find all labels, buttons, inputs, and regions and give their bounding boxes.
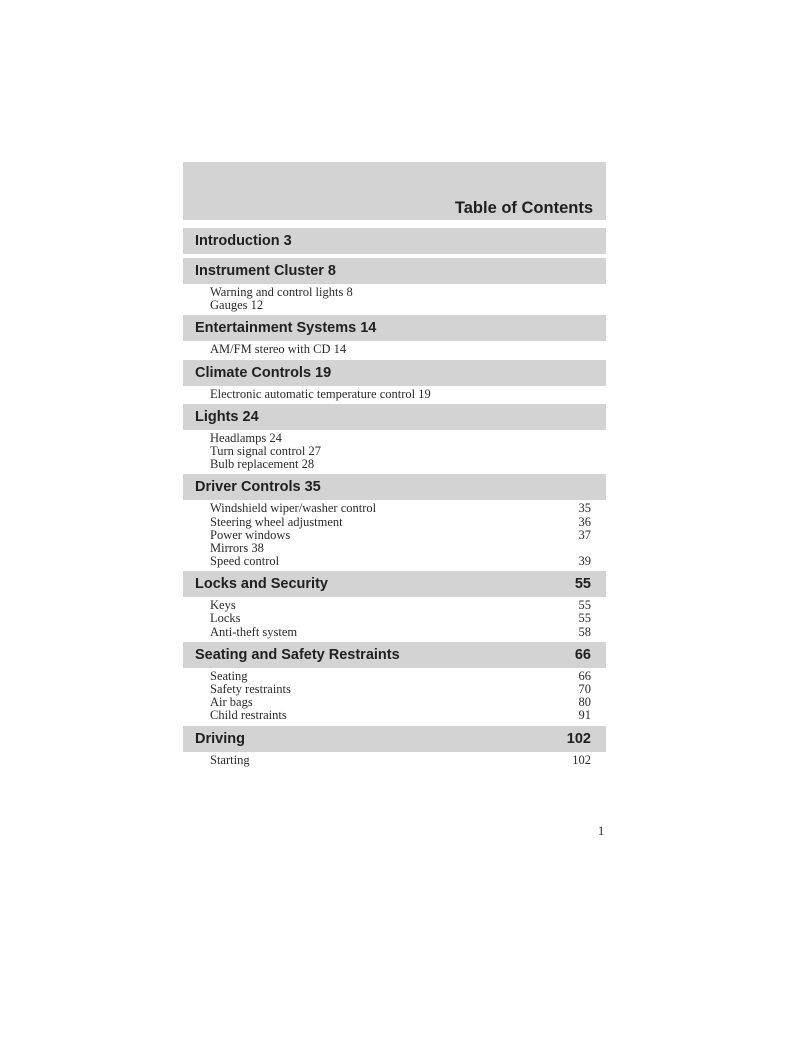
section-page: 66 xyxy=(574,646,591,663)
section-heading[interactable] xyxy=(183,571,606,597)
entry-label: Starting xyxy=(210,752,250,767)
section-items xyxy=(183,597,606,642)
toc-entry[interactable] xyxy=(210,502,591,515)
entry-page: 35 xyxy=(578,501,591,516)
section-items xyxy=(183,284,606,315)
entry-page: 36 xyxy=(578,514,591,529)
toc-section xyxy=(183,474,606,571)
entry-label: Seating xyxy=(210,668,248,683)
section-title: Locks and Security xyxy=(195,576,328,593)
section-title: Instrument Cluster 8 xyxy=(195,263,336,279)
section-page: 55 xyxy=(574,576,591,593)
section-heading[interactable] xyxy=(183,474,606,500)
section-title: Introduction 3 xyxy=(195,233,292,249)
section-title: Entertainment Systems 14 xyxy=(195,320,377,337)
section-items xyxy=(183,430,606,475)
page-number: 1 xyxy=(598,824,605,838)
entry-label: Child restraints xyxy=(210,708,287,723)
entry-label: Steering wheel adjustment xyxy=(210,514,343,529)
entry-page: 91 xyxy=(578,708,591,723)
entry-label: Speed control xyxy=(210,554,280,569)
section-title: Lights 24 xyxy=(195,408,259,425)
section-title: Seating and Safety Restraints xyxy=(195,646,400,663)
entry-label: Warning and control lights 8 xyxy=(210,285,353,299)
section-items xyxy=(183,668,606,726)
toc-section xyxy=(183,315,606,359)
entry-page: 66 xyxy=(578,668,591,683)
section-items xyxy=(183,752,606,770)
section-title: Driver Controls 35 xyxy=(195,479,321,496)
toc-entry[interactable] xyxy=(210,388,591,401)
section-heading[interactable] xyxy=(183,258,606,284)
toc-section xyxy=(183,228,606,258)
toc-section xyxy=(183,258,606,315)
section-items xyxy=(183,341,606,359)
entry-page: 80 xyxy=(578,695,591,710)
entry-page: 102 xyxy=(572,752,591,767)
toc-entry[interactable] xyxy=(210,432,591,445)
entry-label: Turn signal control 27 xyxy=(210,443,321,458)
entry-label: Mirrors 38 xyxy=(210,540,264,555)
section-items xyxy=(183,500,606,571)
entry-label: Air bags xyxy=(210,695,253,710)
entry-label: Windshield wiper/washer control xyxy=(210,501,377,516)
toc-entry[interactable] xyxy=(210,516,591,529)
entry-page: 55 xyxy=(578,598,591,613)
section-title: Driving xyxy=(195,730,245,747)
toc-entry[interactable] xyxy=(210,612,591,625)
entry-label: Electronic automatic temperature control 19 xyxy=(210,386,431,401)
entry-label: Bulb replacement 28 xyxy=(210,457,315,472)
toc-body xyxy=(183,228,606,770)
section-heading[interactable] xyxy=(183,404,606,430)
entry-page: 55 xyxy=(578,611,591,626)
page-title: Table of Contents xyxy=(454,199,593,217)
toc-entry[interactable] xyxy=(210,555,591,568)
toc-entry[interactable] xyxy=(210,343,591,356)
section-items xyxy=(183,386,606,404)
entry-label: Safety restraints xyxy=(210,682,291,696)
toc-header xyxy=(183,162,606,220)
entry-label: Keys xyxy=(210,598,236,613)
section-heading[interactable] xyxy=(183,228,606,254)
section-title: Climate Controls 19 xyxy=(195,364,332,381)
toc-entry[interactable] xyxy=(210,626,591,639)
section-page: 102 xyxy=(566,730,591,747)
toc-section xyxy=(183,360,606,404)
entry-label: Gauges 12 xyxy=(210,298,264,313)
toc-entry[interactable] xyxy=(210,683,591,696)
toc-page xyxy=(183,162,606,770)
toc-entry[interactable] xyxy=(210,754,591,767)
toc-section xyxy=(183,642,606,726)
section-heading[interactable] xyxy=(183,315,606,341)
toc-section xyxy=(183,571,606,642)
toc-entry[interactable] xyxy=(210,299,591,312)
section-heading[interactable] xyxy=(183,642,606,668)
entry-page: 37 xyxy=(578,527,591,542)
toc-entry[interactable] xyxy=(210,286,591,299)
toc-entry[interactable] xyxy=(210,709,591,722)
entry-label: Power windows xyxy=(210,527,291,542)
entry-label: AM/FM stereo with CD 14 xyxy=(210,342,347,357)
entry-page: 39 xyxy=(578,554,591,569)
toc-entry[interactable] xyxy=(210,458,591,471)
entry-page: 58 xyxy=(578,624,591,639)
entry-label: Anti-theft system xyxy=(210,624,298,639)
entry-page: 70 xyxy=(578,682,591,696)
section-heading[interactable] xyxy=(183,360,606,386)
toc-section xyxy=(183,726,606,770)
toc-section xyxy=(183,404,606,475)
entry-label: Headlamps 24 xyxy=(210,430,282,445)
toc-entry[interactable] xyxy=(210,529,591,542)
section-heading[interactable] xyxy=(183,726,606,752)
entry-label: Locks xyxy=(210,611,241,626)
toc-entry[interactable] xyxy=(210,599,591,612)
